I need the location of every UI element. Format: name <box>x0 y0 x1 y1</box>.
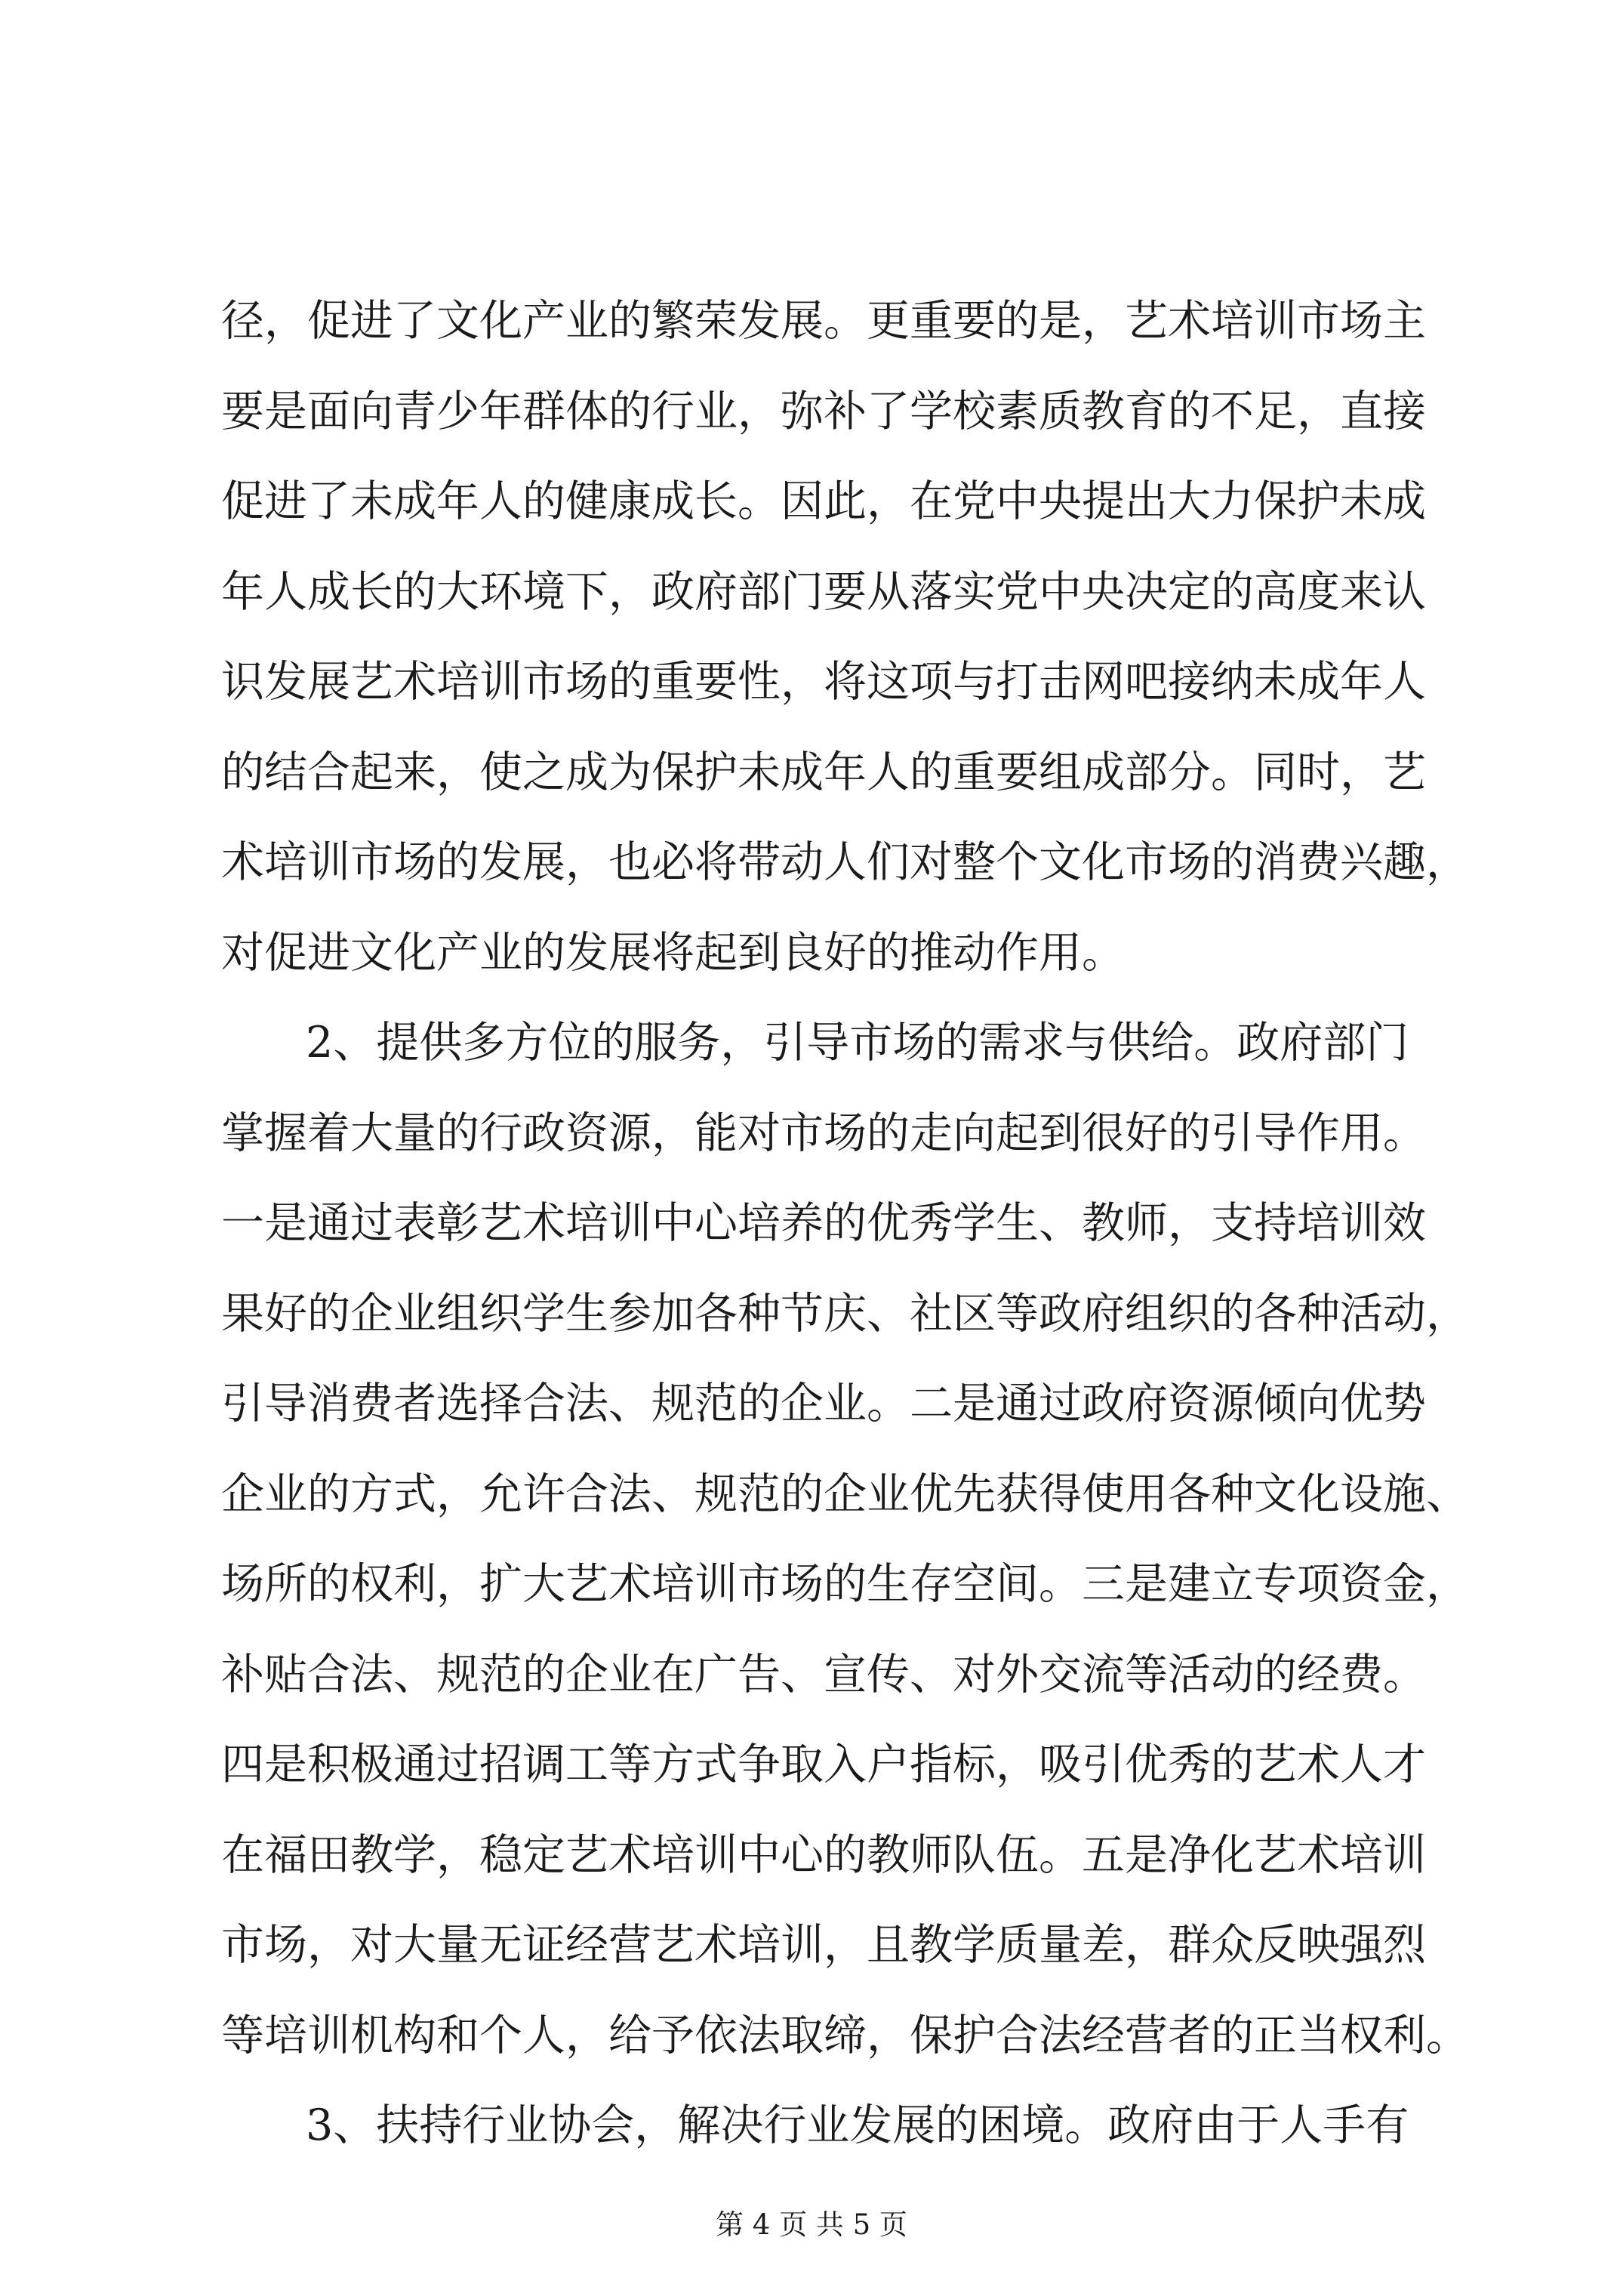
text-line: 识发展艺术培训市场的重要性，将这项与打击网吧接纳未成年人 <box>221 657 1426 707</box>
text-line: 四是积极通过招调工等方式争取入户指标，吸引优秀的艺术人才 <box>221 1740 1426 1789</box>
text-line: 补贴合法、规范的企业在广告、宣传、对外交流等活动的经费。 <box>221 1649 1426 1700</box>
text-line: 年人成长的大环境下，政府部门要从落实党中央决定的高度来认 <box>221 566 1426 617</box>
text-line: 场所的权利，扩大艺术培训市场的生存空间。三是建立专项资金， <box>221 1559 1469 1609</box>
text-line: 掌握着大量的行政资源，能对市场的走向起到很好的引导作用。 <box>221 1108 1426 1158</box>
text-line: 术培训市场的发展，也必将带动人们对整个文化市场的消费兴趣， <box>221 837 1469 887</box>
text-line: 对促进文化产业的发展将起到良好的推动作用。 <box>221 927 1125 978</box>
page-number-footer: 第 4 页 共 5 页 <box>716 2208 907 2241</box>
text-line: 等培训机构和个人，给予依法取缔，保护合法经营者的正当权利。 <box>221 2010 1469 2060</box>
text-line: 在福田教学，稳定艺术培训中心的教师队伍。五是净化艺术培训 <box>221 1829 1426 1880</box>
text-line: 3、扶持行业协会，解决行业发展的困境。政府由于人手有 <box>306 2100 1409 2150</box>
body-text <box>221 276 1469 2171</box>
text-line: 促进了未成年人的健康成长。因此，在党中央提出大力保护未成 <box>221 476 1426 526</box>
text-line: 引导消费者选择合法、规范的企业。二是通过政府资源倾向优势 <box>221 1379 1426 1428</box>
text-line: 要是面向青少年群体的行业，弥补了学校素质教育的不足，直接 <box>221 386 1426 436</box>
text-line: 市场，对大量无证经营艺术培训，且教学质量差，群众反映强烈 <box>221 1920 1426 1970</box>
text-line: 一是通过表彰艺术培训中心培养的优秀学生、教师，支持培训效 <box>221 1198 1426 1248</box>
text-line: 果好的企业组织学生参加各种节庆、社区等政府组织的各种活动， <box>221 1288 1469 1339</box>
text-line: 企业的方式，允许合法、规范的企业优先获得使用各种文化设施、 <box>221 1469 1469 1519</box>
text-line: 2、提供多方位的服务，引导市场的需求与供给。政府部门 <box>306 1018 1409 1068</box>
text-line: 径，促进了文化产业的繁荣发展。更重要的是，艺术培训市场主 <box>221 296 1426 346</box>
text-line: 的结合起来，使之成为保护未成年人的重要组成部分。同时，艺 <box>221 747 1426 797</box>
